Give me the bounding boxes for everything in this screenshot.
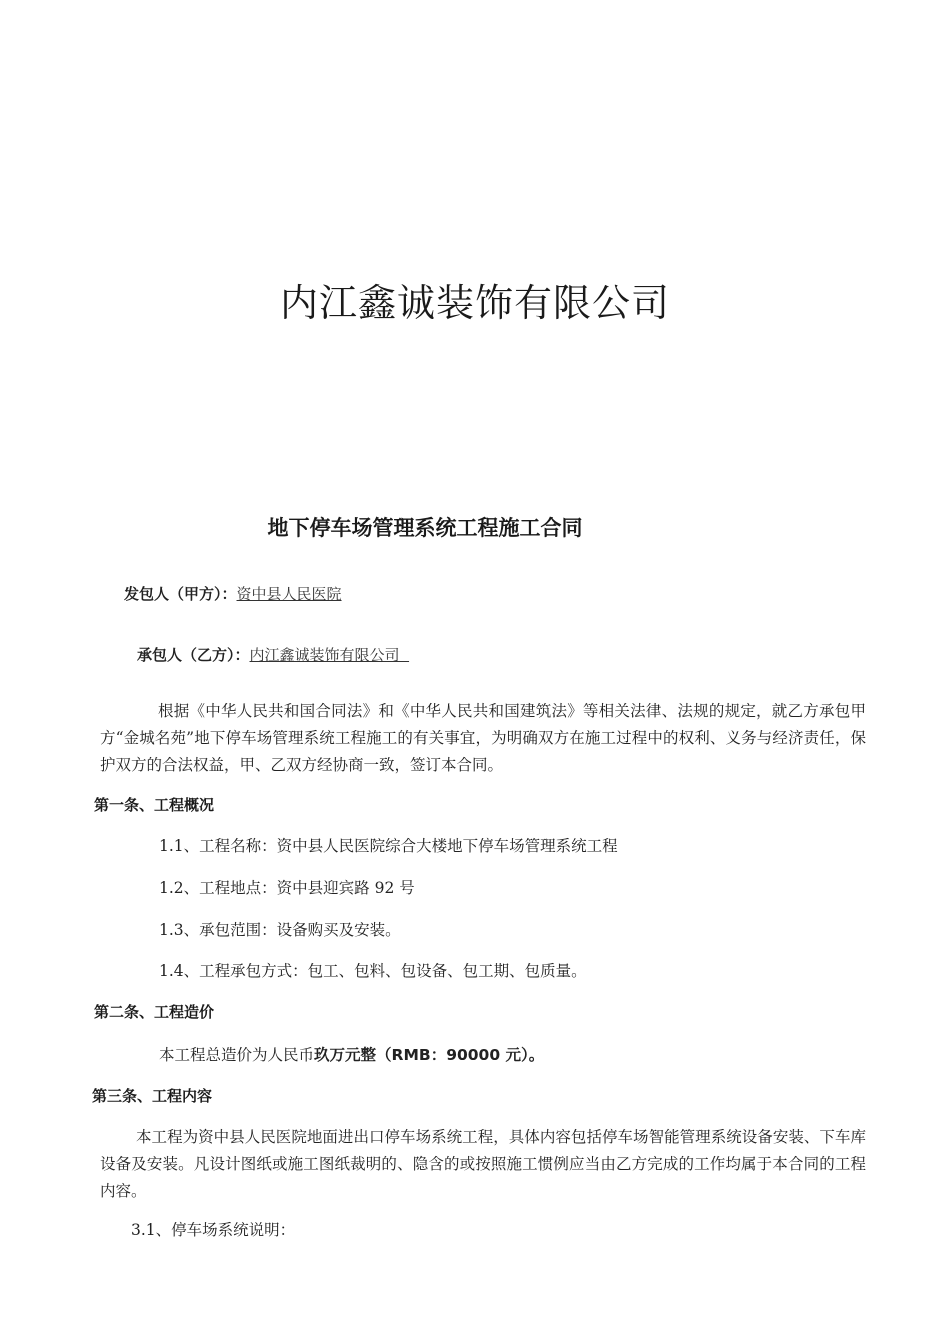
article1-heading: 第一条、工程概况 xyxy=(94,796,215,814)
article2-text-prefix: 本工程总造价为人民币 xyxy=(159,1046,315,1064)
article2-amount: 玖万元整（RMB：90000 元）。 xyxy=(314,1046,545,1064)
party-b-label: 承包人（乙方）： xyxy=(137,646,250,664)
article1-item-1: 1.1、工程名称：资中县人民医院综合大楼地下停车场管理系统工程 xyxy=(159,837,618,855)
contract-title: 地下停车场管理系统工程施工合同 xyxy=(267,516,583,540)
party-b-line xyxy=(137,644,409,665)
party-a-line xyxy=(124,583,342,604)
article3-paragraph: 本工程为资中县人民医院地面进出口停车场系统工程，具体内容包括停车场智能管理系统设备安装、下车库设备及安装。凡设计图纸或施工图纸裁明的、隐含的或按照施工惯例应当由乙方完成的工作均属于本合同的工程内容。 xyxy=(100,1128,866,1200)
intro-paragraph: 根据《中华人民共和国合同法》和《中华人民共和国建筑法》等相关法律、法规的规定，就乙方承包甲方“金城名苑”地下停车场管理系统工程施工的有关事宜，为明确双方在施工过程中的权利、义务与经济责任，保护双方的合法权益，甲、乙双方经协商一致，签订本合同。 xyxy=(100,702,866,774)
article1-item-3: 1.3、承包范围：设备购买及安装。 xyxy=(159,921,401,939)
party-b-value: 内江鑫诚装饰有限公司 xyxy=(249,646,410,664)
article1-item-4: 1.4、工程承包方式：包工、包料、包设备、包工期、包质量。 xyxy=(159,962,587,980)
article1-item-2: 1.2、工程地点：资中县迎宾路 92 号 xyxy=(159,879,415,897)
party-a-label: 发包人（甲方）： xyxy=(124,585,237,603)
article2-text xyxy=(159,1043,544,1065)
article3-sub-item: 3.1、停车场系统说明： xyxy=(131,1221,296,1239)
article3-heading: 第三条、工程内容 xyxy=(92,1087,213,1105)
party-a-value: 资中县人民医院 xyxy=(236,585,342,603)
company-title: 内江鑫诚装饰有限公司 xyxy=(279,281,670,325)
article2-heading: 第二条、工程造价 xyxy=(94,1003,215,1021)
